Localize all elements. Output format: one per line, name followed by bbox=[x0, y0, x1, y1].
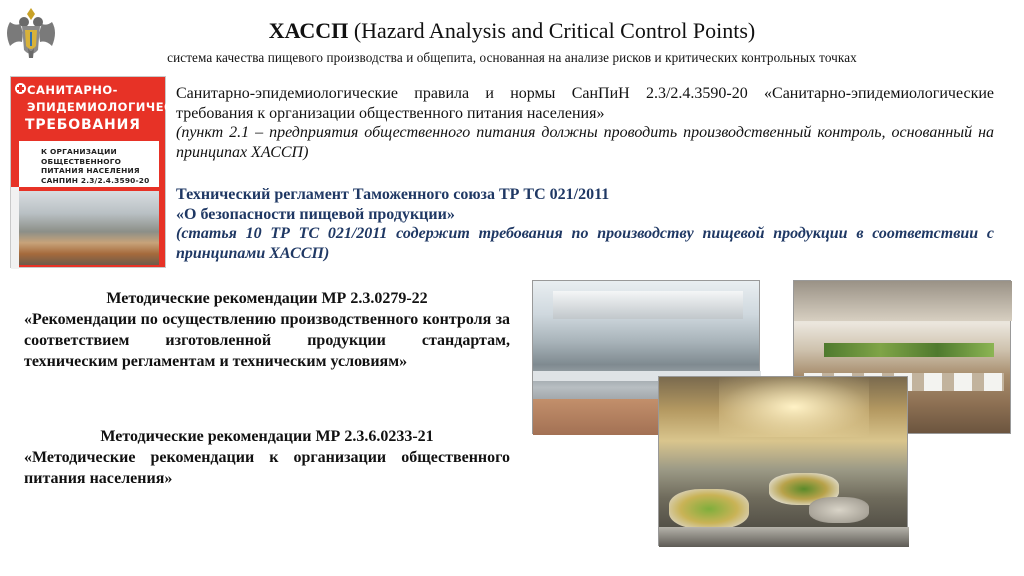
buffet-photo bbox=[658, 376, 908, 546]
mr-2-3-0279-22-block bbox=[24, 288, 510, 372]
trts-line-1: Технический регламент Таможенного союза ТР ТС 021/2011 bbox=[176, 186, 610, 203]
cover-line-3: ТРЕБОВАНИЯ bbox=[25, 117, 141, 133]
buffet-tray bbox=[669, 489, 749, 529]
sanpin-main-text: Санитарно-эпидемиологические правила и нормы СанПиН 2.3/2.4.3590-20 «Санитарно-эпидемиологические требования к организации общественного питания населения» bbox=[176, 85, 994, 122]
cover-spine bbox=[11, 187, 19, 269]
sanpin-book-cover bbox=[10, 76, 202, 268]
page-title: ХАССП (Hazard Analysis and Critical Control Points) bbox=[268, 18, 756, 43]
buffet-rail bbox=[659, 527, 909, 547]
hall-plants bbox=[824, 343, 994, 357]
page-subtitle: система качества пищевого производства и общепита, основанная на анализе рисков и критических контрольных точках bbox=[167, 50, 857, 65]
mr2-heading: Методические рекомендации МР 2.3.6.0233-21 bbox=[100, 428, 434, 445]
cover-kitchen-photo bbox=[19, 191, 159, 265]
buffet-light bbox=[719, 377, 869, 437]
kitchen-hood bbox=[553, 291, 743, 319]
buffet-tray bbox=[809, 497, 869, 523]
cover-title-area bbox=[11, 77, 202, 137]
cover-box-line-1: К ОРГАНИЗАЦИИ ОБЩЕСТВЕННОГО bbox=[41, 147, 122, 166]
cover-line-2: ЭПИДЕМИОЛОГИЧЕСКИЕ bbox=[27, 100, 202, 114]
sanpin-paragraph bbox=[176, 84, 994, 162]
mr1-body: «Рекомендации по осуществлению производственного контроля за соответствием изготовленной продукции стандартам, техническим регламентам и техническим условиям» bbox=[24, 311, 510, 370]
mr-2-3-6-0233-21-block bbox=[24, 426, 510, 489]
cover-line-1: САНИТАРНО- bbox=[27, 83, 118, 97]
cover-box-line-2: ПИТАНИЯ НАСЕЛЕНИЯ bbox=[41, 166, 140, 175]
sanpin-note: (пункт 2.1 – предприятия общественного питания должны проводить производственный контроль, основанный на принципах ХАССП) bbox=[176, 124, 994, 161]
mr2-body: «Методические рекомендации к организации общественного питания населения» bbox=[24, 449, 510, 487]
hall-ceiling bbox=[794, 281, 1012, 321]
cover-label-box bbox=[19, 141, 159, 187]
mr1-heading: Методические рекомендации МР 2.3.0279-22 bbox=[106, 290, 428, 307]
trts-paragraph bbox=[176, 185, 994, 263]
trts-line-2: «О безопасности пищевой продукции» bbox=[176, 205, 455, 223]
medical-cross-icon bbox=[15, 83, 26, 94]
trts-note: (статья 10 ТР ТС 021/2011 содержит требования по производству пищевой продукции в соответствии с принципами ХАССП) bbox=[176, 225, 994, 262]
cover-box-line-3: САНПИН 2.3/2.4.3590-20 bbox=[41, 175, 150, 185]
